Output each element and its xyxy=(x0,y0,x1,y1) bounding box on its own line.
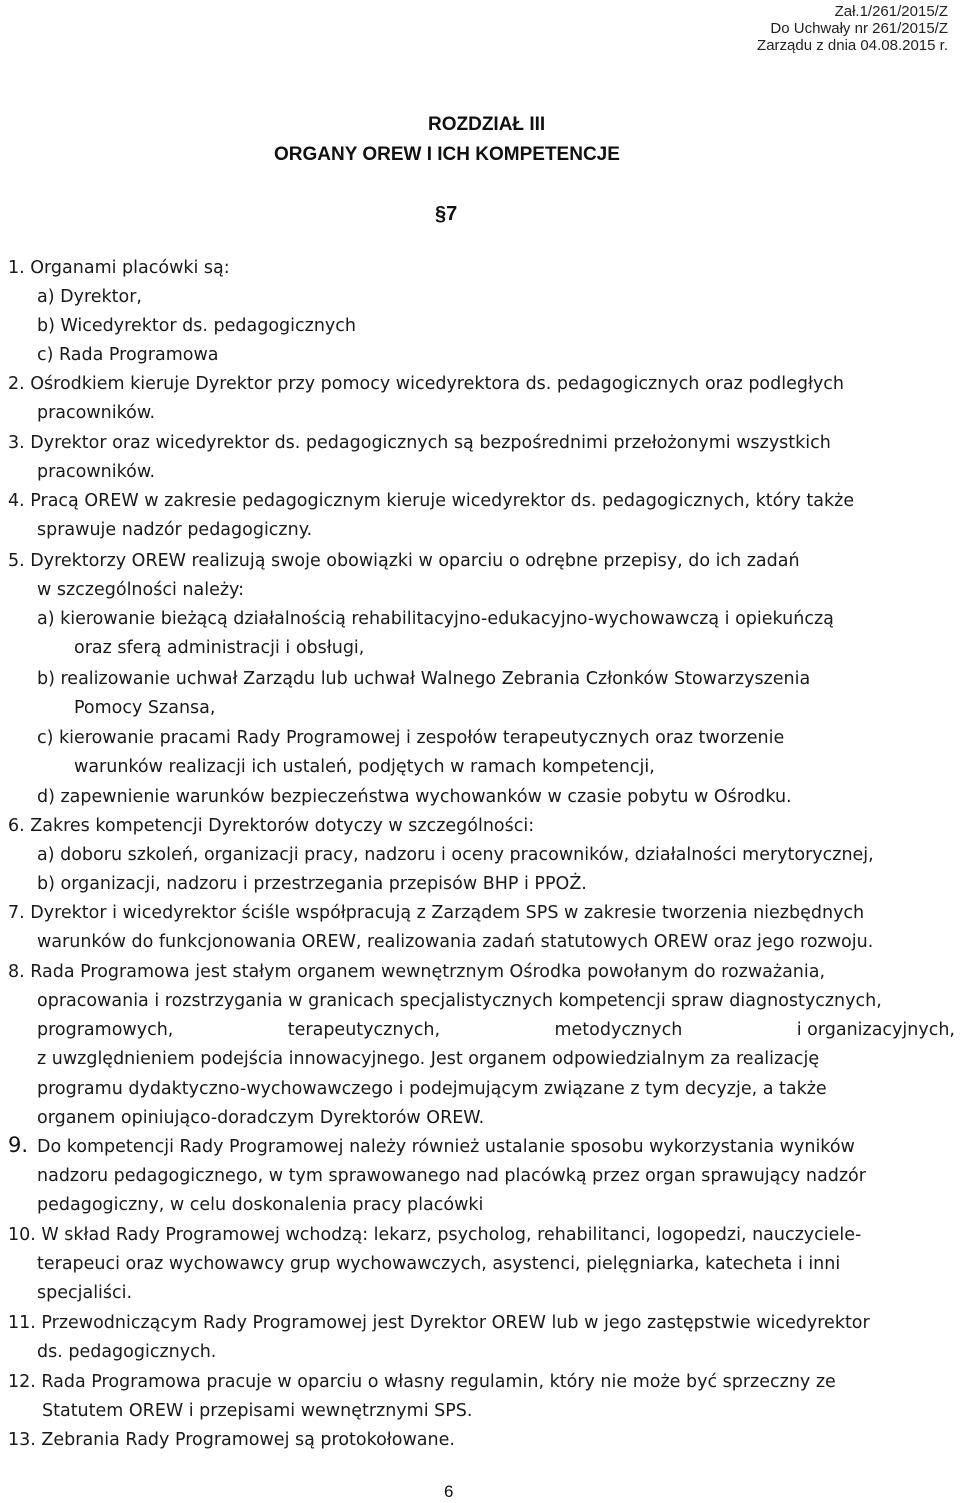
item-2-line-1: 2. Ośrodkiem kieruje Dyrektor przy pomocy wicedyrektora ds. pedagogicznych oraz podległych xyxy=(8,374,845,394)
item-8-line-3 xyxy=(37,1020,955,1040)
item-3-line-2: pracowników. xyxy=(37,462,156,482)
item-1a: a) Dyrektor, xyxy=(37,287,142,307)
item-6-line-1: 6. Zakres kompetencji Dyrektorów dotyczy w szczególności: xyxy=(8,816,535,836)
item-7-line-1: 7. Dyrektor i wicedyrektor ściśle współpracują z Zarządem SPS w zakresie tworzenia niezbędnych xyxy=(8,903,865,923)
item-3-line-1: 3. Dyrektor oraz wicedyrektor ds. pedagogicznych są bezpośrednimi przełożonymi wszystkich xyxy=(8,433,831,453)
chapter-subtitle: ORGANY OREW I ICH KOMPETENCJE xyxy=(274,144,620,165)
item-5c-line-2: warunków realizacji ich ustaleń, podjętych w ramach kompetencji, xyxy=(74,757,655,777)
item-8-word-organizacyjnych: i organizacyjnych, xyxy=(796,1020,955,1040)
header-annex-ref: Zał.1/261/2015/Z xyxy=(834,3,948,20)
item-4-line-1: 4. Pracą OREW w zakresie pedagogicznym kieruje wicedyrektor ds. pedagogicznych, który także xyxy=(8,491,855,511)
item-9-line-1: Do kompetencji Rady Programowej należy również ustalanie sposobu wykorzystania wyników xyxy=(37,1137,855,1157)
item-7-line-2: warunków do funkcjonowania OREW, realizowania zadań statutowych OREW oraz jego rozwoju. xyxy=(37,932,874,952)
item-5-line-2: w szczególności należy: xyxy=(37,580,245,600)
item-8-word-metodycznych: metodycznych xyxy=(554,1020,683,1040)
item-10-line-2: terapeuci oraz wychowawcy grup wychowawczych, asystenci, pielęgniarka, katecheta i inni xyxy=(37,1254,841,1274)
item-8-word-terapeutycznych: terapeutycznych, xyxy=(287,1020,441,1040)
item-8-line-5: programu dydaktyczno-wychowawczego i podejmującym związane z tym decyzje, a także xyxy=(37,1079,827,1099)
item-5d-line-1: d) zapewnienie warunków bezpieczeństwa wychowanków w czasie pobytu w Ośrodku. xyxy=(37,787,792,807)
item-5c-line-1: c) kierowanie pracami Rady Programowej i zespołów terapeutycznych oraz tworzenie xyxy=(37,728,785,748)
section-number: §7 xyxy=(435,203,458,225)
item-12-line-1: 12. Rada Programowa pracuje w oparciu o własny regulamin, który nie może być sprzeczny ze xyxy=(8,1372,836,1392)
item-8-line-1: 8. Rada Programowa jest stałym organem wewnętrznym Ośrodka powołanym do rozważania, xyxy=(8,962,826,982)
item-1: 1. Organami placówki są: xyxy=(8,258,230,278)
item-9-number: 9. xyxy=(8,1133,29,1157)
item-5a-line-1: a) kierowanie bieżącą działalnością rehabilitacyjno-edukacyjno-wychowawczą i opiekuńczą xyxy=(37,609,834,629)
item-10-line-1: 10. W skład Rady Programowej wchodzą: lekarz, psycholog, rehabilitanci, logopedzi, nauczyciele- xyxy=(8,1225,862,1245)
item-8-line-4: z uwzględnieniem podejścia innowacyjnego. Jest organem odpowiedzialnym za realizację xyxy=(37,1049,820,1069)
item-8-line-6: organem opiniująco-doradczym Dyrektorów OREW. xyxy=(37,1108,485,1128)
item-5b-line-2: Pomocy Szansa, xyxy=(74,698,216,718)
item-4-line-2: sprawuje nadzór pedagogiczny. xyxy=(37,520,313,540)
item-12-line-2: Statutem OREW i przepisami wewnętrznymi SPS. xyxy=(42,1401,473,1421)
header-resolution-ref: Do Uchwały nr 261/2015/Z xyxy=(770,20,948,37)
item-9-line-2: nadzoru pedagogicznego, w tym sprawowanego nad placówką przez organ sprawujący nadzór xyxy=(37,1166,866,1186)
item-8-word-programowych: programowych, xyxy=(37,1020,174,1040)
item-11-line-2: ds. pedagogicznych. xyxy=(37,1342,217,1362)
page-number: 6 xyxy=(444,1482,454,1501)
item-5a-line-2: oraz sferą administracji i obsługi, xyxy=(74,638,365,658)
item-8-line-2: opracowania i rozstrzygania w granicach specjalistycznych kompetencji spraw diagnostycznych, xyxy=(37,991,882,1011)
item-6a-line-1: a) doboru szkoleń, organizacji pracy, nadzoru i oceny pracowników, działalności merytorycznej, xyxy=(37,845,874,865)
item-1c: c) Rada Programowa xyxy=(37,345,219,365)
chapter-title: ROZDZIAŁ III xyxy=(428,114,546,135)
item-11-line-1: 11. Przewodniczącym Rady Programowej jest Dyrektor OREW lub w jego zastępstwie wicedyrektor xyxy=(8,1313,870,1333)
item-6b-line-1: b) organizacji, nadzoru i przestrzegania przepisów BHP i PPOŻ. xyxy=(37,874,587,894)
item-9-line-3: pedagogiczny, w celu doskonalenia pracy placówki xyxy=(37,1195,484,1215)
item-1b: b) Wicedyrektor ds. pedagogicznych xyxy=(37,316,356,336)
item-13-line-1: 13. Zebrania Rady Programowej są protokołowane. xyxy=(8,1430,455,1450)
item-2-line-2: pracowników. xyxy=(37,403,156,423)
item-5b-line-1: b) realizowanie uchwał Zarządu lub uchwał Walnego Zebrania Członków Stowarzyszenia xyxy=(37,669,811,689)
header-date: Zarządu z dnia 04.08.2015 r. xyxy=(757,37,948,54)
item-5-line-1: 5. Dyrektorzy OREW realizują swoje obowiązki w oparciu o odrębne przepisy, do ich zadań xyxy=(8,551,800,571)
item-10-line-3: specjaliści. xyxy=(37,1283,133,1303)
